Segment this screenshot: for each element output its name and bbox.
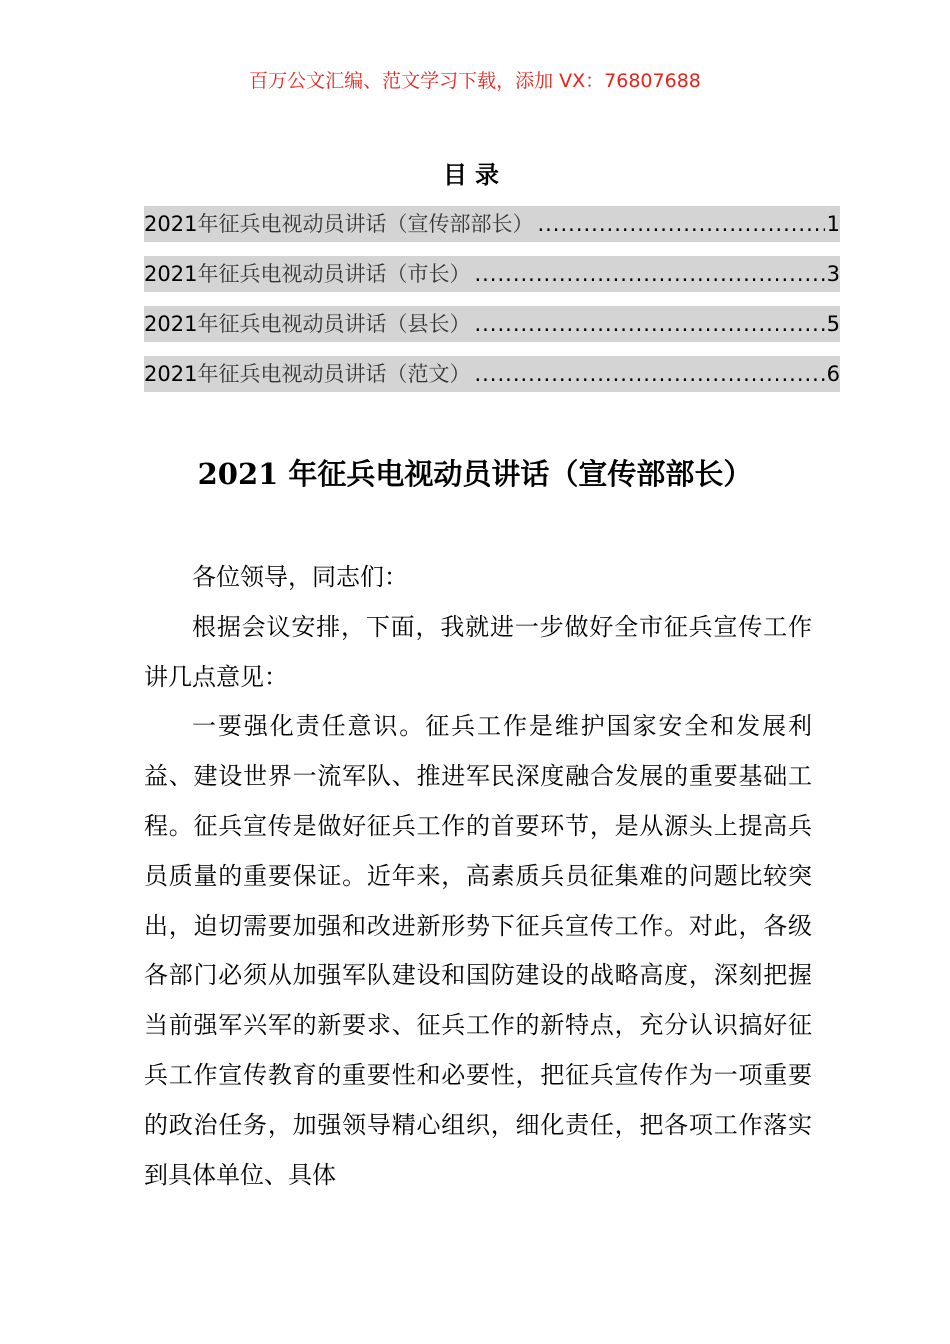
speech-title: 2021 年征兵电视动员讲话（宣传部部长） [197,457,753,491]
toc-entry-page: 5 [826,312,840,336]
toc-entry-label [144,306,470,342]
toc-entry-text: 年征兵电视动员讲话（范文） [197,362,471,386]
toc-leader-dots [470,306,824,342]
toc-entry-text: 年征兵电视动员讲话（宣传部部长） [197,212,534,236]
toc-entry[interactable] [144,306,840,342]
paragraph-salutation: 各位领导，同志们： [192,563,408,591]
toc-entry[interactable] [144,256,840,292]
toc-leader-dots [470,356,824,392]
toc-entry[interactable] [144,356,840,392]
toc-entry-page: 1 [826,212,840,236]
toc-entry-year: 2021 [144,212,198,236]
toc-entry-label [144,256,470,292]
toc-entry-label [144,206,533,242]
toc-entry-year: 2021 [144,262,198,286]
toc-entry[interactable] [144,206,840,242]
toc-leader-dots [533,206,824,242]
toc-entry-page: 6 [826,362,840,386]
table-of-contents [144,206,840,406]
paragraph-intro: 根据会议安排，下面，我就进一步做好全市征兵宣传工作讲几点意见： [144,612,812,691]
toc-entry-text: 年征兵电视动员讲话（市长） [197,262,471,286]
toc-entry-label [144,356,470,392]
toc-entry-text: 年征兵电视动员讲话（县长） [197,312,471,336]
header-watermark-note: 百万公文汇编、范文学习下载，添加 VX：76807688 [249,70,701,92]
toc-leader-dots [470,256,824,292]
toc-entry-year: 2021 [144,312,198,336]
speech-body [144,553,812,1200]
toc-entry-page: 3 [826,262,840,286]
toc-entry-year: 2021 [144,362,198,386]
paragraph-point-one: 一要强化责任意识。征兵工作是维护国家安全和发展利益、建设世界一流军队、推进军民深度融合发展的重要基础工程。征兵宣传是做好征兵工作的首要环节，是从源头上提高兵员质量的重要保证。近年来，高素质兵员征集难的问题比较突出，迫切需要加强和改进新形势下征兵宣传工作。对此，各级各部门必须从加强军队建设和国防建设的战略高度，深刻把握当前强军兴军的新要求、征兵工作的新特点，充分认识搞好征兵工作宣传教育的重要性和必要性，把征兵宣传作为一项重要的政治任务，加强领导精心组织，细化责任，把各项工作落实到具体单位、具体 [144,712,812,1189]
toc-title: 目录 [443,161,507,189]
